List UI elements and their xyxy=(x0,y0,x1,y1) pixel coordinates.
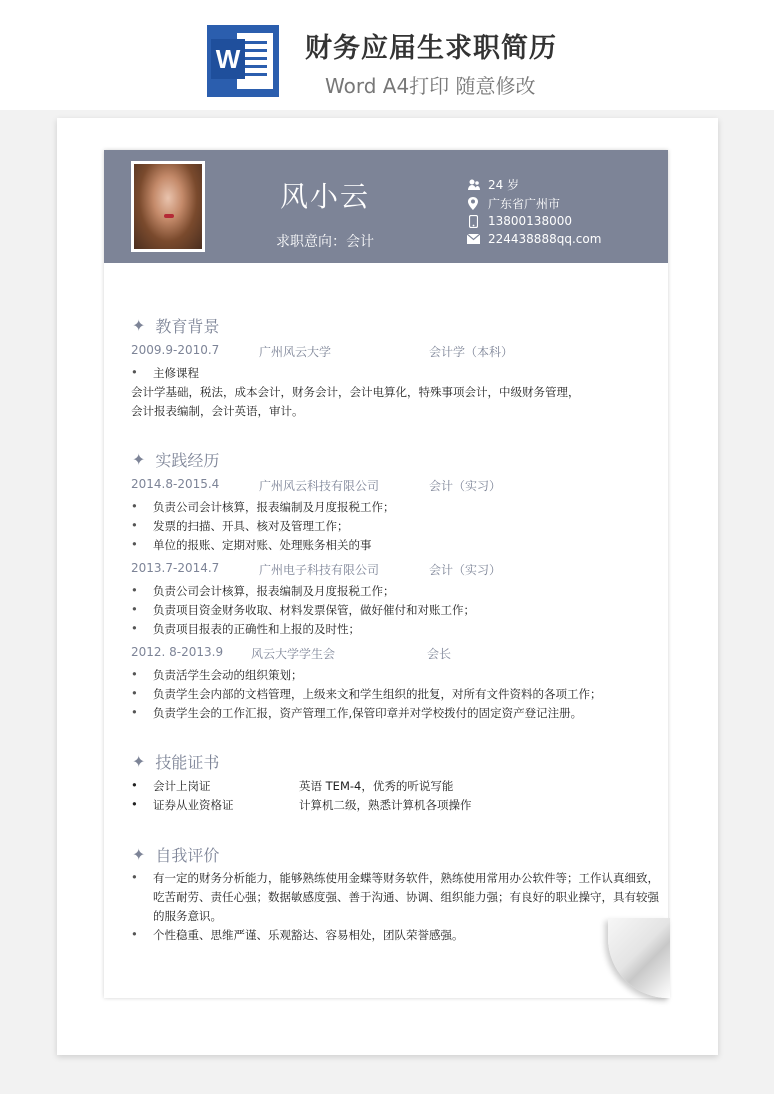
info-email: 224438888qq.com xyxy=(466,230,601,248)
top-banner xyxy=(0,0,774,110)
info-location: 广东省广州市 xyxy=(466,194,560,212)
banner-title: 财务应届生求职简历 xyxy=(305,33,557,64)
word-icon xyxy=(207,25,279,97)
education-row: 2009.9-2010.7 广州风云大学 会计学（本科） xyxy=(131,343,514,359)
list-item: • 主修课程 xyxy=(131,365,199,380)
sparkle-icon: ✦ xyxy=(132,752,146,771)
courses-line-2: 会计报表编制，会计英语，审计。 xyxy=(131,404,304,418)
info-phone: 13800138000 xyxy=(466,212,572,230)
list-item: • 负责公司会计核算，报表编制及月度报税工作； xyxy=(131,499,395,514)
section-education-title: ✦ 教育背景 xyxy=(132,316,220,336)
list-item: • 个性稳重、思维严谨、乐观豁达、容易相处，团队荣誉感强。 xyxy=(131,927,464,942)
word-letter: W xyxy=(211,39,245,79)
profile-photo xyxy=(134,164,202,249)
info-age: 24 岁 xyxy=(466,175,519,193)
person-icon xyxy=(466,177,480,191)
section-skills-title: ✦ 技能证书 xyxy=(132,752,220,772)
phone-icon xyxy=(466,214,480,228)
list-item: • 负责项目资金财务收取、材料发票保管，做好催付和对账工作； xyxy=(131,602,475,617)
skill-row: • 会计上岗证 英语 TEM-4，优秀的听说写能 xyxy=(131,778,454,793)
courses-line-1: 会计学基础，税法，成本会计，财务会计，会计电算化，特殊事项会计，中级财务管理， xyxy=(131,385,580,399)
section-self-title: ✦ 自我评价 xyxy=(132,845,220,865)
list-item: • 有一定的财务分析能力，能够熟练使用金蝶等财务软件，熟练使用常用办公软件等；工作认真细致， xyxy=(131,870,659,885)
list-item: • 负责项目报表的正确性和上报的及时性； xyxy=(131,621,360,636)
candidate-name: 风小云 xyxy=(280,180,371,213)
banner-subtitle: Word A4打印 随意修改 xyxy=(325,74,536,98)
list-item: • 负责学生会的工作汇报，资产管理工作,保管印章并对学校拨付的固定资产登记注册。 xyxy=(131,705,583,720)
mail-icon xyxy=(466,232,480,246)
sparkle-icon: ✦ xyxy=(132,845,146,864)
location-icon xyxy=(466,196,480,210)
practice-row-2: 2013.7-2014.7 广州电子科技有限公司 会计（实习） xyxy=(131,561,502,577)
self-line-3: 的服务意识。 xyxy=(153,909,222,923)
practice-row-1: 2014.8-2015.4 广州风云科技有限公司 会计（实习） xyxy=(131,477,502,493)
list-item: • 负责活学生会动的组织策划； xyxy=(131,667,303,682)
skill-row: • 证券从业资格证 计算机二级，熟悉计算机各项操作 xyxy=(131,797,472,812)
job-intent: 求职意向：会计 xyxy=(276,234,374,250)
self-line-2: 吃苦耐劳、责任心强；数据敏感度强、善于沟通、协调、组织能力强；有良好的职业操守，具有较强 xyxy=(153,890,659,904)
practice-row-3: 2012. 8-2013.9 风云大学学生会 会长 xyxy=(131,645,452,661)
list-item: • 单位的报账、定期对账、处理账务相关的事 xyxy=(131,537,372,552)
sparkle-icon: ✦ xyxy=(132,450,146,469)
list-item: • 发票的扫描、开具、核对及管理工作； xyxy=(131,518,349,533)
avatar xyxy=(131,161,205,252)
list-item: • 负责学生会内部的文档管理，上级来文和学生组织的批复，对所有文件资料的各项工作； xyxy=(131,686,602,701)
sparkle-icon: ✦ xyxy=(132,316,146,335)
section-practice-title: ✦ 实践经历 xyxy=(132,450,220,470)
list-item: • 负责公司会计核算，报表编制及月度报税工作； xyxy=(131,583,395,598)
